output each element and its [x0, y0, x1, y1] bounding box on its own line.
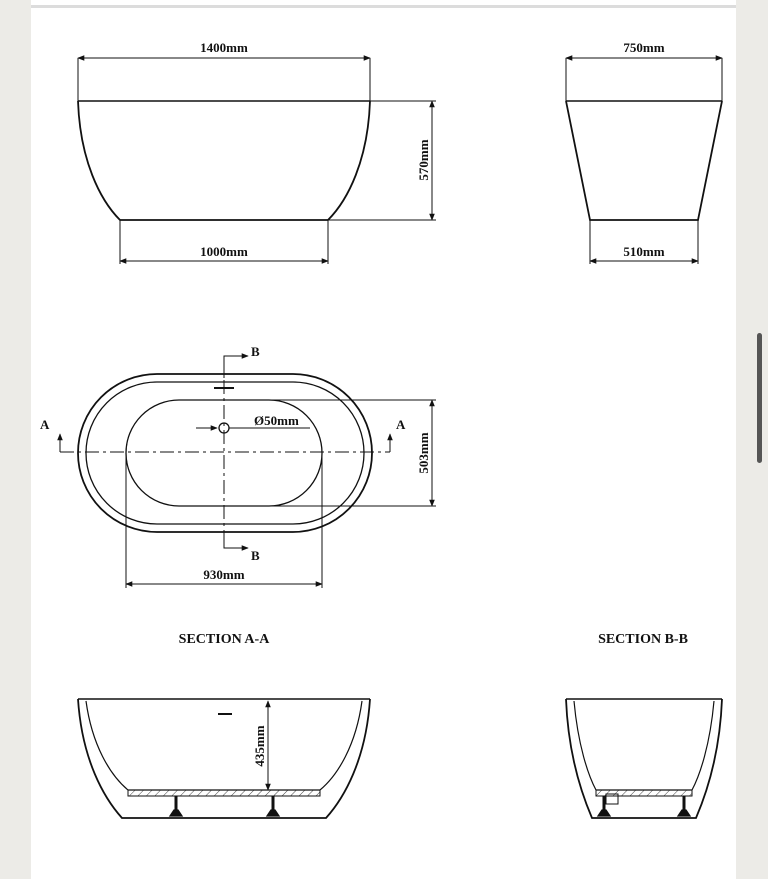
section-b-inner	[574, 701, 714, 790]
label-section-b-top: B	[251, 344, 260, 359]
foot-b-left	[598, 810, 610, 816]
section-a-outer	[78, 699, 370, 818]
label-drain: Ø50mm	[254, 413, 299, 428]
label-section-a-right: A	[396, 417, 406, 432]
label-section-b-bottom: B	[251, 548, 260, 563]
plan-outer-rim	[78, 374, 372, 532]
label-front-top-width: 1400mm	[200, 40, 248, 55]
plan-view	[60, 356, 436, 588]
label-section-depth: 435mm	[252, 725, 267, 767]
section-a-view	[78, 699, 370, 818]
front-tub-outline	[78, 101, 370, 220]
section-b-base-plate	[596, 790, 692, 796]
label-basin-width: 503mm	[416, 432, 431, 474]
section-a-title: SECTION A-A	[178, 632, 270, 647]
section-b-title: SECTION B-B	[598, 632, 688, 647]
side-view	[566, 58, 722, 264]
label-basin-length: 930mm	[203, 567, 245, 582]
foot-right	[267, 810, 279, 816]
front-view	[78, 58, 436, 264]
label-front-height: 570mm	[416, 139, 431, 181]
label-side-top-width: 750mm	[623, 40, 665, 55]
section-a-base-plate	[128, 790, 320, 796]
foot-b-right	[678, 810, 690, 816]
label-section-a-left: A	[40, 417, 50, 432]
section-b-view	[566, 699, 722, 818]
foot-left	[170, 810, 182, 816]
section-b-outer	[566, 699, 722, 818]
label-side-base-width: 510mm	[623, 244, 665, 259]
side-tub-outline	[566, 101, 722, 220]
label-front-base-width: 1000mm	[200, 244, 248, 259]
